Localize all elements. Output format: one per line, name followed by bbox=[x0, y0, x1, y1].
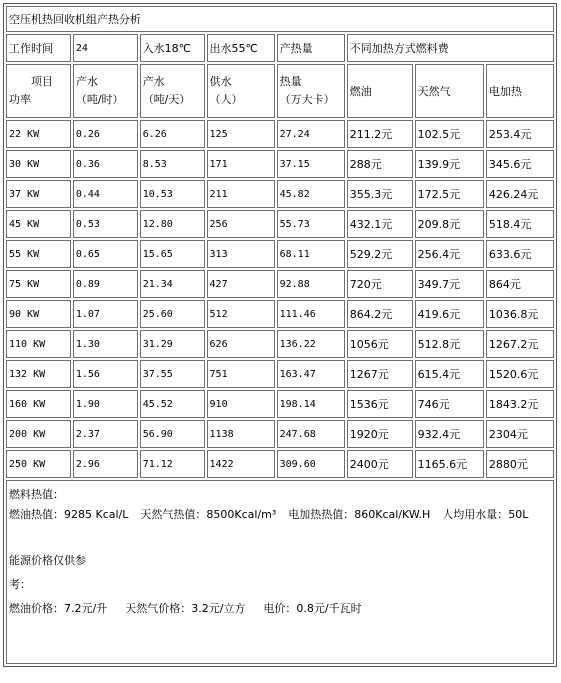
prices-line bbox=[9, 599, 551, 619]
supply-cell: 171 bbox=[207, 150, 275, 178]
water-day-cell: 31.29 bbox=[140, 330, 205, 358]
power-cell: 132 KW bbox=[6, 360, 71, 388]
electric-cost-cell: 1843.2元 bbox=[486, 390, 554, 418]
heat-cell: 92.88 bbox=[277, 270, 345, 298]
header-water-unit-day: （吨/天） bbox=[142, 93, 191, 106]
price-note-line-1: 能源价格仅供参 bbox=[9, 554, 86, 567]
electric-cost-cell: 518.4元 bbox=[486, 210, 554, 238]
work-time-label: 工作时间 bbox=[6, 34, 71, 62]
power-cell: 90 KW bbox=[6, 300, 71, 328]
supply-cell: 313 bbox=[207, 240, 275, 268]
water-hour-cell: 0.65 bbox=[73, 240, 138, 268]
header-heat-unit: （万大卡） bbox=[279, 93, 335, 106]
table-row bbox=[6, 450, 554, 478]
heat-analysis-document bbox=[3, 3, 557, 667]
header-water-hour bbox=[73, 64, 138, 118]
header-row bbox=[6, 64, 554, 118]
natural-gas-cost-cell: 932.4元 bbox=[415, 420, 484, 448]
notes-row bbox=[6, 480, 554, 664]
heat-cell: 136.22 bbox=[277, 330, 345, 358]
heat-cell: 37.15 bbox=[277, 150, 345, 178]
oil-price: 燃油价格：7.2元/升 bbox=[9, 602, 108, 615]
header-water-day bbox=[140, 64, 205, 118]
fuel-oil-cost-cell: 211.2元 bbox=[347, 120, 413, 148]
fuel-oil-cost-cell: 355.3元 bbox=[347, 180, 413, 208]
water-day-cell: 10.53 bbox=[140, 180, 205, 208]
table-row bbox=[6, 270, 554, 298]
elec-heat: 电加热热值：860Kcal/KW.H bbox=[288, 508, 431, 521]
supply-cell: 910 bbox=[207, 390, 275, 418]
header-water-label: 产水 bbox=[75, 75, 98, 88]
header-water-day-label: 产水 bbox=[142, 75, 165, 88]
supply-cell: 1138 bbox=[207, 420, 275, 448]
fuel-oil-cost-cell: 720元 bbox=[347, 270, 413, 298]
header-item-power bbox=[6, 64, 71, 118]
natural-gas-cost-cell: 512.8元 bbox=[415, 330, 484, 358]
electric-cost-cell: 633.6元 bbox=[486, 240, 554, 268]
header-supply-label: 供水 bbox=[209, 75, 232, 88]
table-row bbox=[6, 420, 554, 448]
table-row bbox=[6, 360, 554, 388]
natural-gas-cost-cell: 172.5元 bbox=[415, 180, 484, 208]
heat-values-line bbox=[9, 505, 551, 525]
natural-gas-cost-cell: 209.8元 bbox=[415, 210, 484, 238]
heat-cell: 45.82 bbox=[277, 180, 345, 208]
header-electric: 电加热 bbox=[486, 64, 554, 118]
heat-cell: 309.60 bbox=[277, 450, 345, 478]
water-day-cell: 71.12 bbox=[140, 450, 205, 478]
water-hour-cell: 2.37 bbox=[73, 420, 138, 448]
gas-price: 天然气价格：3.2元/立方 bbox=[125, 602, 246, 615]
power-cell: 110 KW bbox=[6, 330, 71, 358]
natural-gas-cost-cell: 746元 bbox=[415, 390, 484, 418]
header-water-unit-hour: （吨/时） bbox=[75, 93, 124, 106]
heat-cell: 68.11 bbox=[277, 240, 345, 268]
power-cell: 55 KW bbox=[6, 240, 71, 268]
power-cell: 200 KW bbox=[6, 420, 71, 448]
water-per-person: 人均用水量：50L bbox=[442, 508, 529, 521]
table-row bbox=[6, 330, 554, 358]
water-hour-cell: 0.26 bbox=[73, 120, 138, 148]
heat-analysis-table bbox=[4, 4, 556, 666]
electric-cost-cell: 426.24元 bbox=[486, 180, 554, 208]
electric-cost-cell: 345.6元 bbox=[486, 150, 554, 178]
header-heat bbox=[277, 64, 345, 118]
fuel-oil-cost-cell: 1920元 bbox=[347, 420, 413, 448]
water-day-cell: 8.53 bbox=[140, 150, 205, 178]
heat-cell: 55.73 bbox=[277, 210, 345, 238]
table-row bbox=[6, 120, 554, 148]
table-row bbox=[6, 150, 554, 178]
elec-price: 电价：0.8元/千瓦时 bbox=[263, 602, 362, 615]
outlet-temp: 出水55℃ bbox=[207, 34, 275, 62]
water-day-cell: 21.34 bbox=[140, 270, 205, 298]
supply-cell: 125 bbox=[207, 120, 275, 148]
header-supply-unit: （人） bbox=[209, 93, 243, 106]
gas-heat: 天然气热值：8500Kcal/m³ bbox=[140, 508, 277, 521]
table-title: 空压机热回收机组产热分析 bbox=[6, 6, 554, 32]
info-row bbox=[6, 34, 554, 62]
water-hour-cell: 0.53 bbox=[73, 210, 138, 238]
supply-cell: 626 bbox=[207, 330, 275, 358]
heat-output-label: 产热量 bbox=[277, 34, 345, 62]
heat-cell: 111.46 bbox=[277, 300, 345, 328]
supply-cell: 211 bbox=[207, 180, 275, 208]
natural-gas-cost-cell: 349.7元 bbox=[415, 270, 484, 298]
power-cell: 250 KW bbox=[6, 450, 71, 478]
electric-cost-cell: 2304元 bbox=[486, 420, 554, 448]
water-hour-cell: 2.96 bbox=[73, 450, 138, 478]
water-hour-cell: 1.30 bbox=[73, 330, 138, 358]
natural-gas-cost-cell: 139.9元 bbox=[415, 150, 484, 178]
power-cell: 30 KW bbox=[6, 150, 71, 178]
natural-gas-cost-cell: 615.4元 bbox=[415, 360, 484, 388]
header-heat-label: 热量 bbox=[279, 75, 302, 88]
heat-cell: 247.68 bbox=[277, 420, 345, 448]
notes-cell bbox=[6, 480, 554, 664]
header-supply bbox=[207, 64, 275, 118]
water-day-cell: 56.90 bbox=[140, 420, 205, 448]
price-note-line-2: 考： bbox=[9, 578, 31, 591]
electric-cost-cell: 1036.8元 bbox=[486, 300, 554, 328]
water-day-cell: 12.80 bbox=[140, 210, 205, 238]
electric-cost-cell: 1520.6元 bbox=[486, 360, 554, 388]
table-row bbox=[6, 240, 554, 268]
supply-cell: 427 bbox=[207, 270, 275, 298]
water-day-cell: 6.26 bbox=[140, 120, 205, 148]
supply-cell: 512 bbox=[207, 300, 275, 328]
power-cell: 22 KW bbox=[6, 120, 71, 148]
supply-cell: 751 bbox=[207, 360, 275, 388]
water-day-cell: 15.65 bbox=[140, 240, 205, 268]
fuel-oil-cost-cell: 288元 bbox=[347, 150, 413, 178]
fuel-oil-cost-cell: 1056元 bbox=[347, 330, 413, 358]
natural-gas-cost-cell: 102.5元 bbox=[415, 120, 484, 148]
electric-cost-cell: 253.4元 bbox=[486, 120, 554, 148]
fuel-oil-cost-cell: 529.2元 bbox=[347, 240, 413, 268]
water-hour-cell: 1.56 bbox=[73, 360, 138, 388]
power-cell: 75 KW bbox=[6, 270, 71, 298]
header-power-label: 功率 bbox=[9, 93, 31, 106]
water-day-cell: 25.60 bbox=[140, 300, 205, 328]
heat-cell: 198.14 bbox=[277, 390, 345, 418]
natural-gas-cost-cell: 1165.6元 bbox=[415, 450, 484, 478]
fuel-oil-cost-cell: 864.2元 bbox=[347, 300, 413, 328]
table-row bbox=[6, 180, 554, 208]
natural-gas-cost-cell: 419.6元 bbox=[415, 300, 484, 328]
water-hour-cell: 0.44 bbox=[73, 180, 138, 208]
table-row bbox=[6, 300, 554, 328]
inlet-temp: 入水18℃ bbox=[140, 34, 205, 62]
supply-cell: 256 bbox=[207, 210, 275, 238]
table-row bbox=[6, 390, 554, 418]
header-item-label: 项目 bbox=[31, 75, 53, 88]
heat-cell: 27.24 bbox=[277, 120, 345, 148]
fuel-oil-cost-cell: 1536元 bbox=[347, 390, 413, 418]
electric-cost-cell: 2880元 bbox=[486, 450, 554, 478]
fuel-oil-cost-cell: 432.1元 bbox=[347, 210, 413, 238]
fuel-oil-cost-cell: 2400元 bbox=[347, 450, 413, 478]
heat-cell: 163.47 bbox=[277, 360, 345, 388]
power-cell: 37 KW bbox=[6, 180, 71, 208]
fuel-cost-label: 不同加热方式燃料费 bbox=[347, 34, 554, 62]
water-hour-cell: 0.36 bbox=[73, 150, 138, 178]
water-hour-cell: 1.90 bbox=[73, 390, 138, 418]
supply-cell: 1422 bbox=[207, 450, 275, 478]
electric-cost-cell: 1267.2元 bbox=[486, 330, 554, 358]
water-hour-cell: 1.07 bbox=[73, 300, 138, 328]
header-natural-gas: 天然气 bbox=[415, 64, 484, 118]
power-cell: 45 KW bbox=[6, 210, 71, 238]
title-row bbox=[6, 6, 554, 32]
electric-cost-cell: 864元 bbox=[486, 270, 554, 298]
natural-gas-cost-cell: 256.4元 bbox=[415, 240, 484, 268]
header-fuel-oil: 燃油 bbox=[347, 64, 413, 118]
table-row bbox=[6, 210, 554, 238]
fuel-heat-title: 燃料热值： bbox=[9, 488, 64, 501]
water-hour-cell: 0.89 bbox=[73, 270, 138, 298]
water-day-cell: 37.55 bbox=[140, 360, 205, 388]
work-time-value: 24 bbox=[73, 34, 138, 62]
power-cell: 160 KW bbox=[6, 390, 71, 418]
water-day-cell: 45.52 bbox=[140, 390, 205, 418]
fuel-oil-cost-cell: 1267元 bbox=[347, 360, 413, 388]
fuel-oil-heat: 燃油热值：9285 Kcal/L bbox=[9, 508, 129, 521]
